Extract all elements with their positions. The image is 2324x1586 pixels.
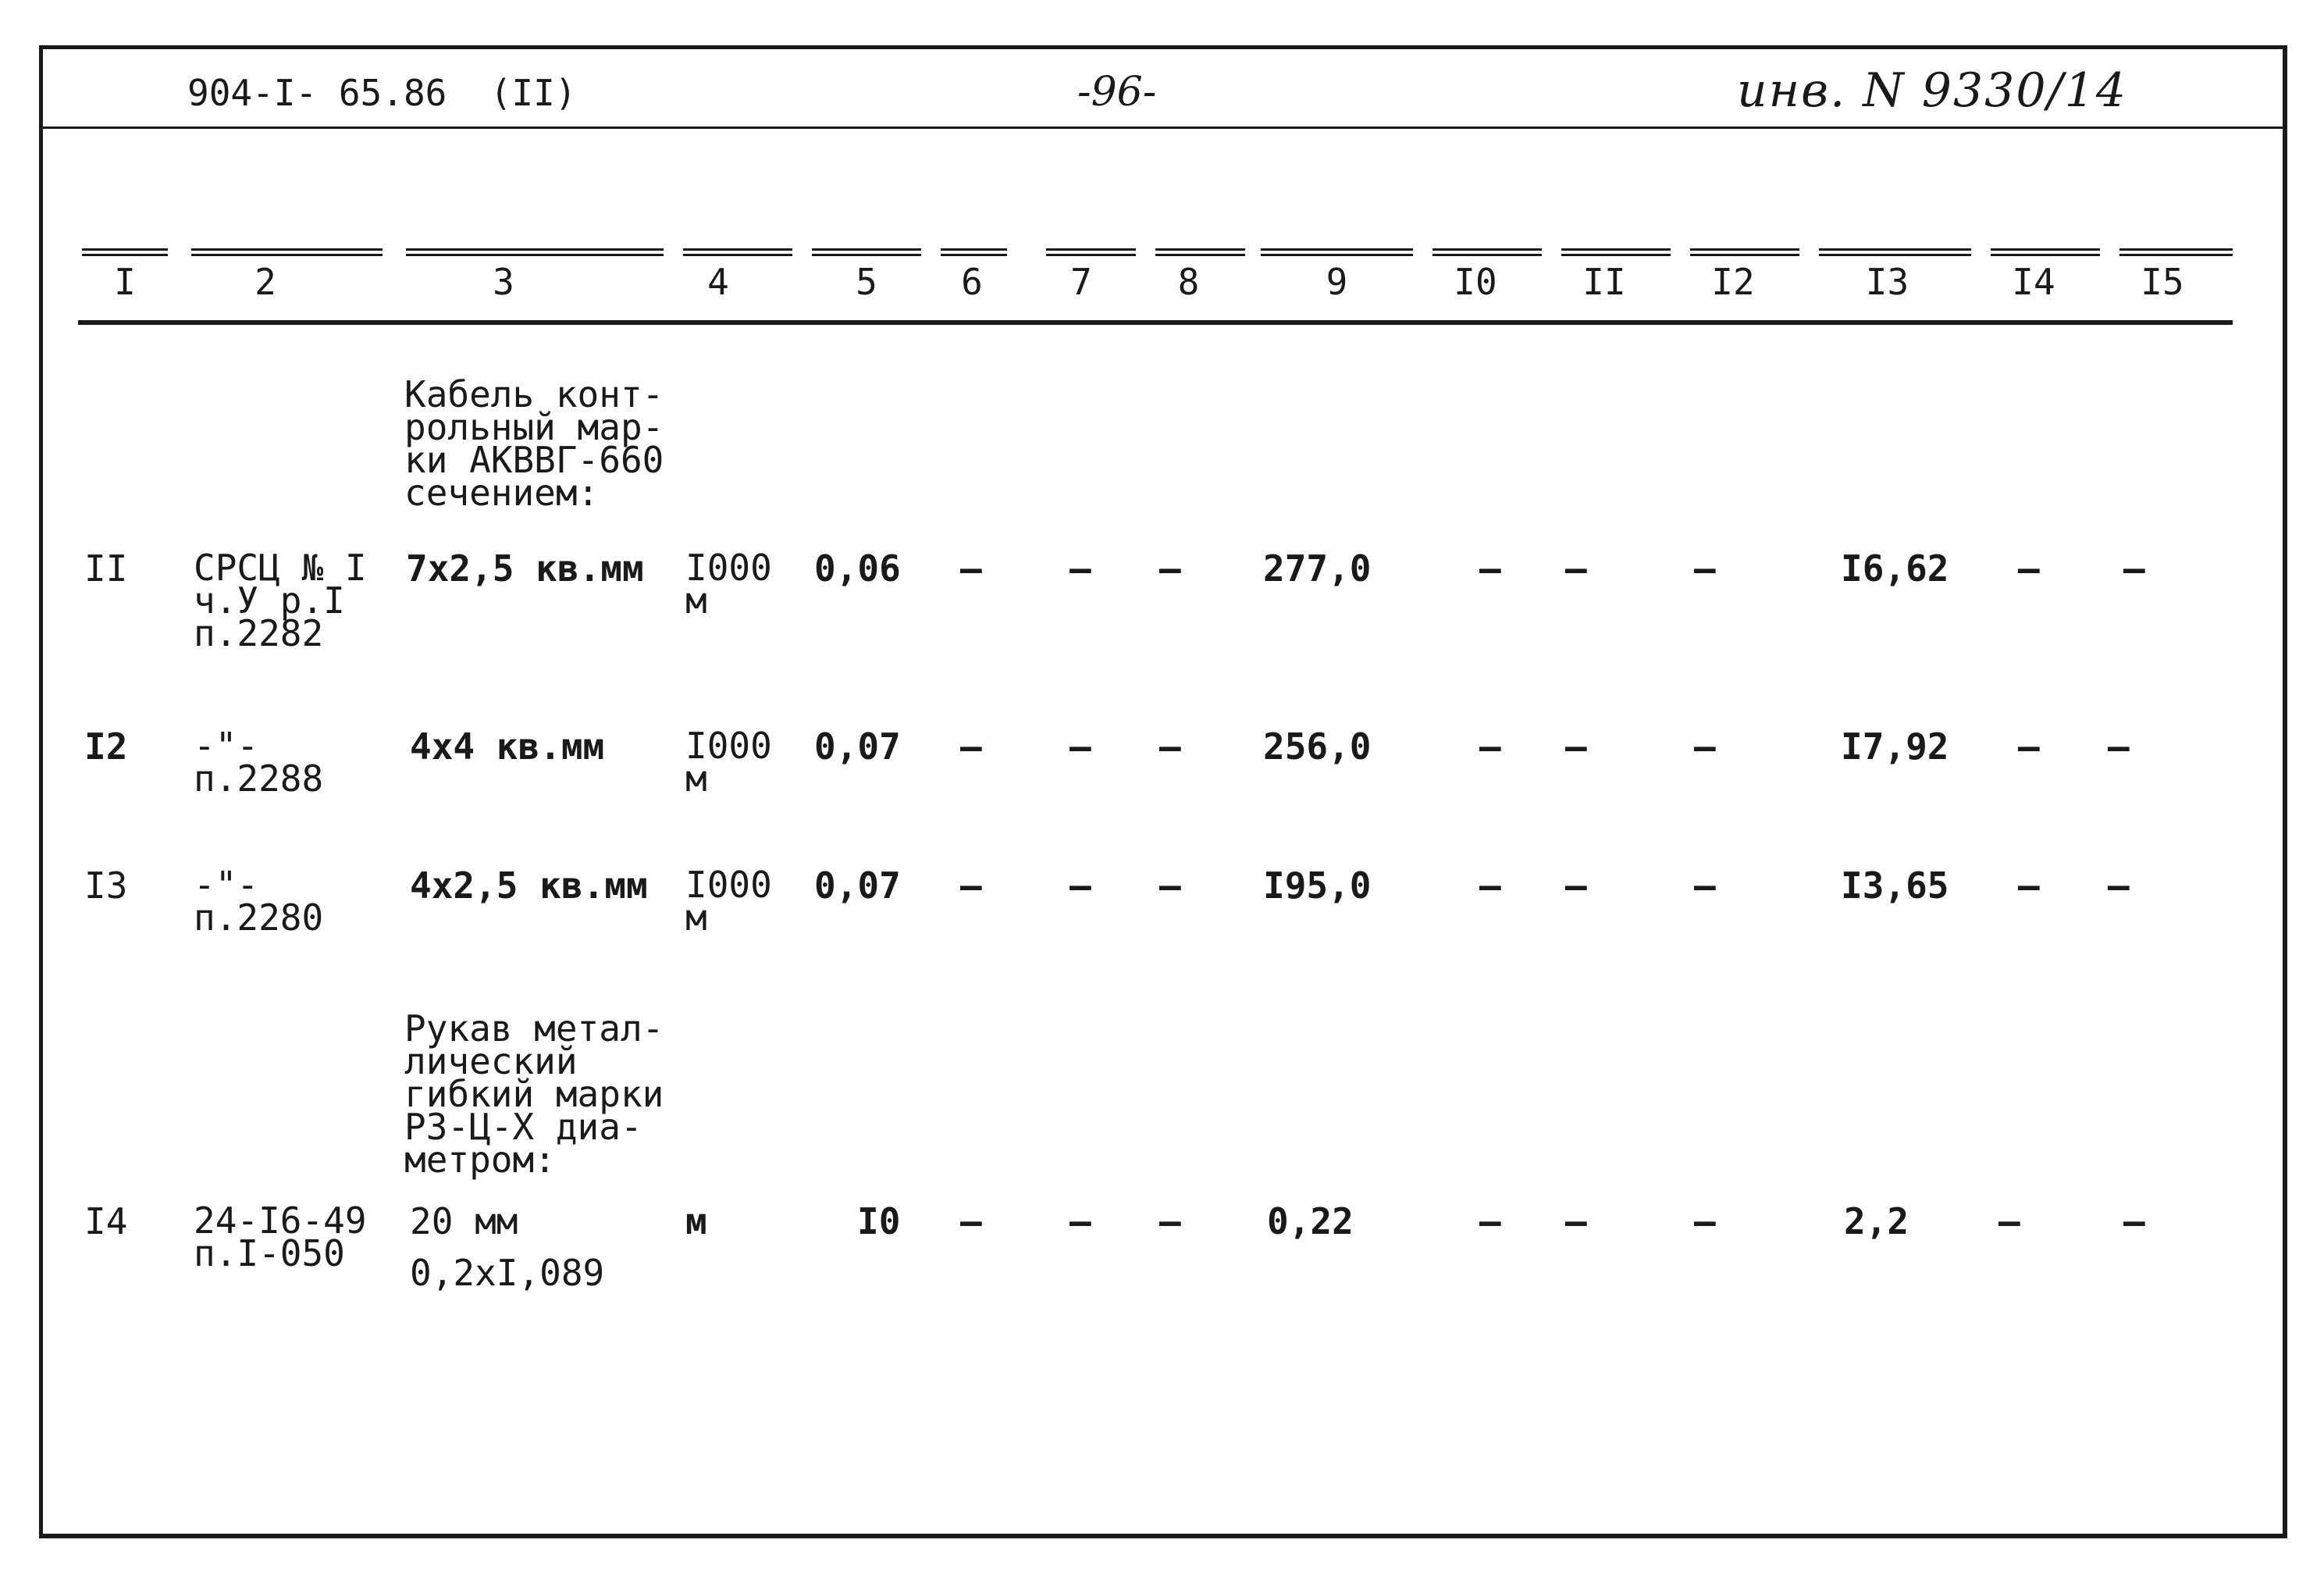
header-rule — [39, 127, 2287, 129]
row-col11: – — [1565, 725, 1587, 768]
column-number: I4 — [2012, 261, 2055, 303]
row-spec: 4х2,5 кв.мм — [410, 864, 648, 907]
column-underline — [82, 248, 168, 256]
row-qty: 0,07 — [814, 725, 901, 768]
row-note: 0,2хI,089 — [410, 1252, 605, 1294]
row-unit: I000 м — [685, 725, 772, 800]
row-col9: I95,0 — [1263, 864, 1372, 907]
column-number: I3 — [1865, 261, 1909, 303]
row-col10: – — [1479, 864, 1501, 907]
column-number: 5 — [856, 261, 877, 303]
row-col9: 256,0 — [1263, 725, 1372, 768]
row-col11: – — [1565, 864, 1587, 907]
row-unit: I000 м — [685, 547, 772, 622]
row-qty: 0,06 — [814, 547, 901, 590]
row-number: I2 — [84, 725, 128, 768]
row-reference: -"- п.2280 — [194, 864, 324, 939]
row-number: I4 — [84, 1200, 128, 1242]
column-underline — [812, 248, 921, 256]
column-number: II — [1582, 261, 1626, 303]
row-col6: – — [960, 864, 982, 907]
column-underline — [2119, 248, 2233, 256]
row-col14: – — [2018, 725, 2040, 768]
column-number: 9 — [1326, 261, 1348, 303]
column-underline — [191, 248, 383, 256]
column-number: I0 — [1454, 261, 1497, 303]
row-spec: 20 мм — [410, 1200, 518, 1242]
column-underline — [1046, 248, 1136, 256]
row-col15: – — [2123, 1200, 2145, 1242]
column-underline — [683, 248, 792, 256]
row-spec: 4х4 кв.мм — [410, 725, 605, 768]
row-number: II — [84, 547, 128, 590]
row-col9: 0,22 — [1267, 1200, 1354, 1242]
row-unit: м — [685, 1200, 707, 1242]
row-col12: – — [1694, 1200, 1716, 1242]
row-col7: – — [1069, 547, 1091, 590]
column-underline — [1261, 248, 1413, 256]
column-underline — [1155, 248, 1245, 256]
row-col14: – — [2018, 547, 2040, 590]
row-col7: – — [1069, 725, 1091, 768]
row-reference: СРСЦ № I ч.У р.I п.2282 — [194, 547, 367, 654]
row-col7: – — [1069, 1200, 1091, 1242]
row-col11: – — [1565, 547, 1587, 590]
row-col15: – — [2123, 547, 2145, 590]
group-title-cable: Кабель конт- рольный мар- ки АКВВГ-660 сечением: — [404, 373, 664, 514]
column-number: I5 — [2141, 261, 2184, 303]
row-col8: – — [1159, 547, 1181, 590]
row-col8: – — [1159, 725, 1181, 768]
column-underline — [1690, 248, 1799, 256]
column-underline — [941, 248, 1007, 256]
column-underline — [406, 248, 664, 256]
column-number: 7 — [1070, 261, 1092, 303]
row-spec: 7х2,5 кв.мм — [406, 547, 644, 590]
column-underline — [1561, 248, 1671, 256]
row-col13: I6,62 — [1841, 547, 1949, 590]
inventory-number: инв. N 9330/14 — [1737, 63, 2128, 118]
row-col10: – — [1479, 1200, 1501, 1242]
column-number: 4 — [707, 261, 729, 303]
row-qty: I0 — [857, 1200, 901, 1242]
row-col7: – — [1069, 864, 1091, 907]
row-unit: I000 м — [685, 864, 772, 939]
row-col6: – — [960, 725, 982, 768]
row-col15: – — [2108, 725, 2130, 768]
column-number: 3 — [493, 261, 514, 303]
row-col15: – — [2108, 864, 2130, 907]
column-underline — [1819, 248, 1971, 256]
column-underline — [1432, 248, 1542, 256]
column-number: I2 — [1711, 261, 1755, 303]
row-col14: – — [2018, 864, 2040, 907]
row-col10: – — [1479, 725, 1501, 768]
page-number: -96- — [1077, 69, 1157, 116]
row-reference: -"- п.2288 — [194, 725, 324, 800]
row-col12: – — [1694, 864, 1716, 907]
row-col8: – — [1159, 1200, 1181, 1242]
column-number: 8 — [1177, 261, 1200, 303]
row-col12: – — [1694, 547, 1716, 590]
column-number: 2 — [254, 261, 276, 303]
row-col13: I7,92 — [1841, 725, 1949, 768]
column-number: I — [114, 261, 136, 303]
row-number: I3 — [84, 864, 128, 907]
column-number: 6 — [961, 261, 983, 303]
row-col6: – — [960, 547, 982, 590]
row-col8: – — [1159, 864, 1181, 907]
table-header-rule — [78, 320, 2233, 325]
row-reference: 24-I6-49 п.I-050 — [194, 1199, 367, 1274]
document-code: 904-I- 65.86 (II) — [187, 72, 577, 114]
row-col13: 2,2 — [1844, 1200, 1909, 1242]
row-col13: I3,65 — [1841, 864, 1949, 907]
row-qty: 0,07 — [814, 864, 901, 907]
row-col10: – — [1479, 547, 1501, 590]
column-underline — [1991, 248, 2100, 256]
group-title-hose: Рукав метал- лический гибкий марки РЗ-Ц-Х диа- метром: — [404, 1007, 664, 1181]
row-col6: – — [960, 1200, 982, 1242]
row-col9: 277,0 — [1263, 547, 1372, 590]
row-col14: – — [1998, 1200, 2020, 1242]
row-col11: – — [1565, 1200, 1587, 1242]
row-col12: – — [1694, 725, 1716, 768]
